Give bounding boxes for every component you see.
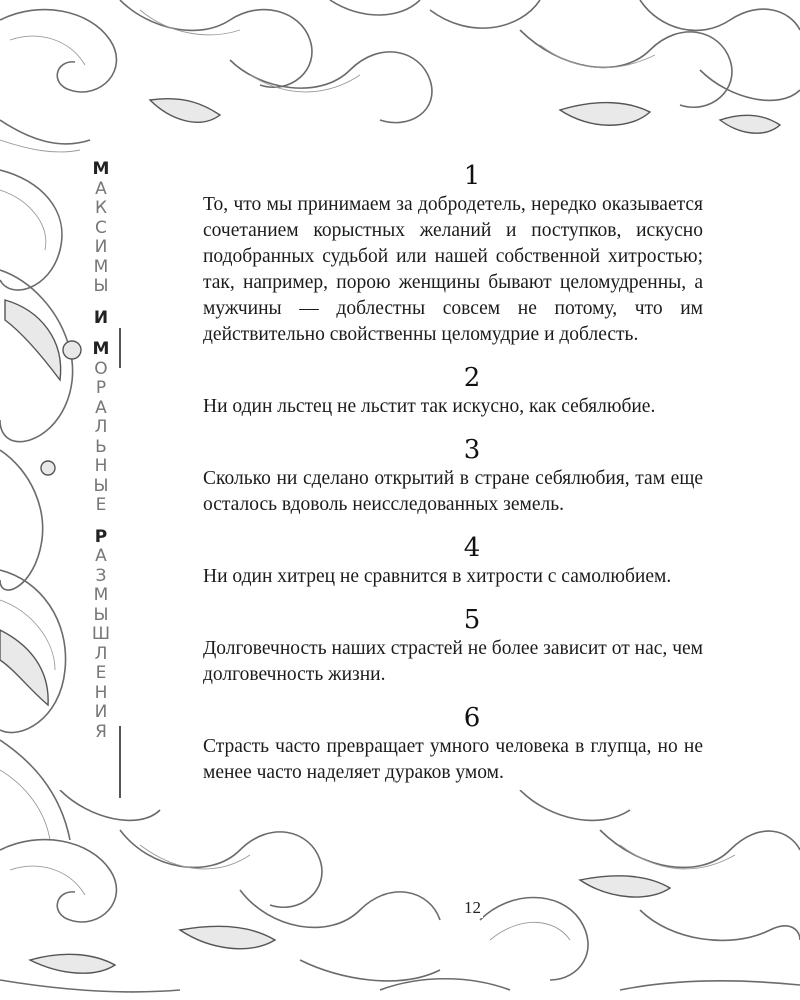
maxim-6 bbox=[203, 702, 703, 786]
running-header-word-1 bbox=[93, 160, 110, 297]
maxim-5 bbox=[203, 604, 703, 688]
maxim-2 bbox=[203, 362, 703, 420]
running-header-letter: И bbox=[93, 307, 109, 328]
running-header-letter: Ш bbox=[91, 624, 111, 644]
running-header-letter: Р bbox=[94, 526, 108, 547]
running-header-letter: Н bbox=[94, 456, 108, 476]
maxim-number: 3 bbox=[463, 435, 481, 465]
running-header-letter: Н bbox=[94, 682, 108, 703]
running-header-letter: Ы bbox=[93, 276, 109, 296]
page-number: 12 bbox=[464, 898, 481, 917]
running-header-letter: А bbox=[95, 397, 107, 418]
running-header-word-3 bbox=[93, 340, 110, 516]
page-body bbox=[203, 160, 703, 800]
running-header-letter: А bbox=[95, 546, 107, 566]
top-ornament bbox=[0, 0, 800, 160]
running-header-letter: Л bbox=[94, 643, 108, 664]
maxim-number: 4 bbox=[463, 533, 481, 563]
running-header-letter: И bbox=[94, 237, 108, 257]
running-header-letter: Ь bbox=[95, 436, 107, 457]
maxim-number: 2 bbox=[463, 363, 481, 393]
running-header-letter: К bbox=[94, 198, 108, 218]
running-header-letter: Р bbox=[95, 378, 107, 398]
running-header-rule-bottom bbox=[119, 726, 121, 798]
maxim-text: Страсть часто превращает умного человека в глупца, но не менее часто наделяет дураков умом. bbox=[203, 736, 703, 783]
left-ornament bbox=[0, 150, 90, 850]
running-header-letter: Я bbox=[95, 721, 107, 742]
maxim-number: 1 bbox=[463, 161, 481, 191]
running-header-letter: Е bbox=[95, 495, 107, 515]
running-header-word-4 bbox=[92, 528, 110, 743]
running-header-letter: М bbox=[93, 256, 109, 277]
running-header-word-2 bbox=[94, 309, 108, 329]
bottom-ornament bbox=[0, 790, 800, 1000]
running-header-letter: О bbox=[94, 358, 108, 379]
running-header-letter: С bbox=[95, 217, 107, 238]
maxim-text: Ни один хитрец не сравнится в хитрости с самолюбием. bbox=[203, 566, 672, 587]
maxim-text: Ни один льстец не льстит так искусно, как себялюбие. bbox=[203, 396, 656, 417]
maxim-number: 5 bbox=[463, 605, 481, 635]
maxim-3 bbox=[203, 434, 703, 518]
running-header bbox=[88, 160, 114, 800]
running-header-letter: М bbox=[92, 159, 110, 179]
running-header-letter: И bbox=[94, 702, 108, 722]
running-header-letter: Е bbox=[95, 663, 107, 683]
running-header-letter: Ы bbox=[93, 604, 109, 625]
running-header-rule-top bbox=[119, 328, 121, 368]
maxim-4 bbox=[203, 532, 703, 590]
running-header-letter: А bbox=[95, 178, 107, 199]
running-header-letter: М bbox=[93, 585, 109, 605]
maxim-text: Сколько ни сделано открытий в стране себялюбия, там еще осталось вдоволь неисследованных земель. bbox=[203, 468, 703, 515]
running-header-letter: Л bbox=[94, 417, 108, 437]
running-header-letter: З bbox=[95, 565, 107, 586]
maxim-text: То, что мы принимаем за добродетель, нередко оказывается сочетанием корыстных желаний и поступков, искусно подобранных судьбой или нашей собственной хитростью; так, например, порою женщины бывают целомудренны, а мужчины — доблестны совсем не потому, что им действительно свойственны целомудрие и доблесть. bbox=[203, 194, 703, 345]
maxim-1 bbox=[203, 160, 703, 348]
running-header-letter: М bbox=[92, 339, 110, 359]
maxim-text: Долговечность наших страстей не более зависит от нас, чем долговечность жизни. bbox=[203, 638, 703, 685]
maxim-number: 6 bbox=[463, 703, 481, 733]
running-header-letter: Ы bbox=[93, 475, 109, 496]
